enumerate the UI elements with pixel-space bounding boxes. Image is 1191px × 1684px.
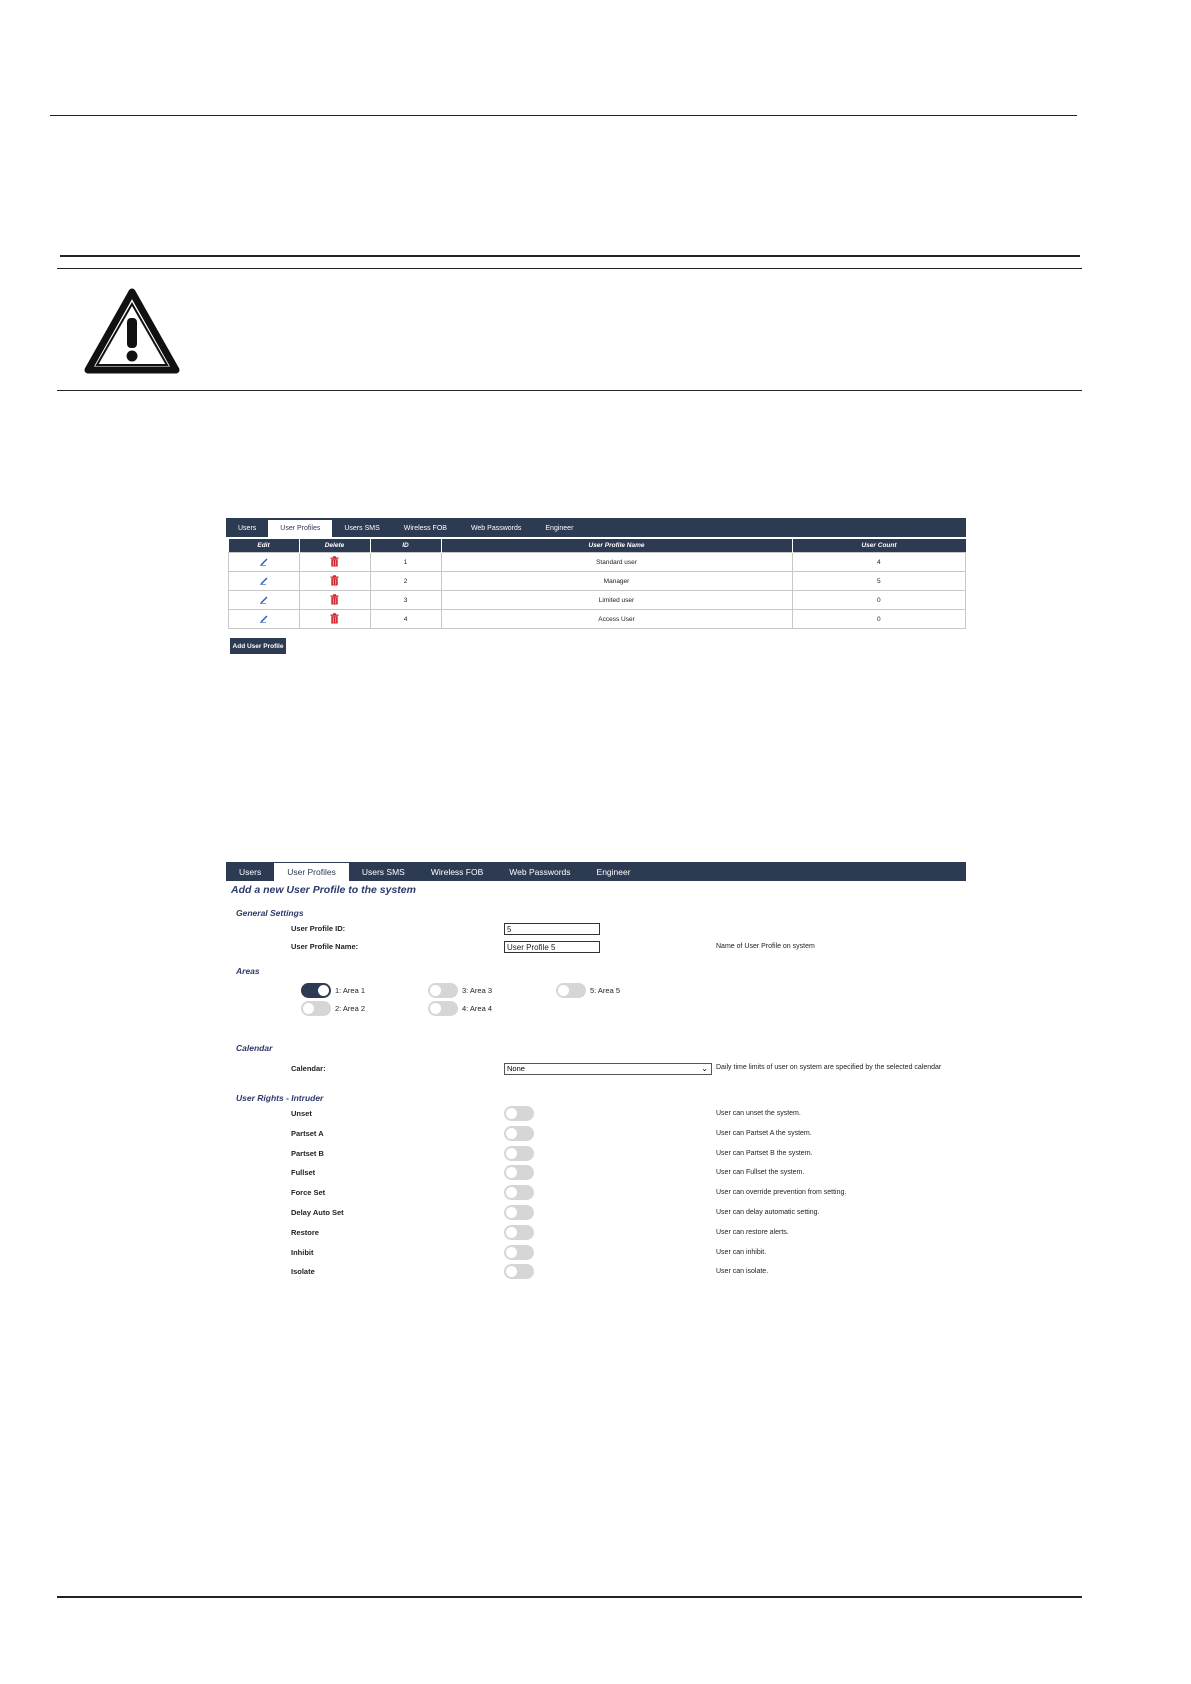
col-user-count: User Count [792, 539, 966, 553]
calendar-desc: Daily time limits of user on system are specified by the selected calendar [716, 1064, 942, 1071]
tab-users-sms[interactable]: Users SMS [344, 525, 380, 532]
profile-id-label: User Profile ID: [291, 924, 346, 933]
edit-cell [229, 553, 300, 572]
right-toggle[interactable] [504, 1106, 534, 1121]
right-label: Isolate [291, 1267, 315, 1276]
right-desc: User can delay automatic setting. [716, 1209, 820, 1216]
add-profile-tab-bar [226, 862, 966, 881]
right-label: Force Set [291, 1188, 326, 1197]
tab-engineer[interactable]: Engineer [545, 525, 574, 532]
general-settings-heading: General Settings [236, 908, 304, 918]
pencil-icon[interactable] [259, 613, 269, 623]
table-row [229, 610, 966, 629]
tab-users[interactable]: Users [238, 525, 257, 532]
calendar-heading: Calendar [236, 1043, 273, 1053]
right-label: Fullset [291, 1168, 316, 1177]
name-cell: Limited user [441, 591, 792, 610]
profile-id-input[interactable]: 5 [504, 923, 600, 935]
count-cell: 0 [792, 610, 966, 629]
trash-icon[interactable] [330, 613, 339, 624]
count-cell: 4 [792, 553, 966, 572]
calendar-label: Calendar: [291, 1064, 326, 1073]
chevron-down-icon: ⌄ [701, 1064, 708, 1073]
delete-cell [299, 610, 370, 629]
delete-cell [299, 572, 370, 591]
right-desc: User can Partset A the system. [716, 1130, 812, 1137]
id-cell: 3 [370, 591, 441, 610]
tab-users-sms[interactable]: Users SMS [361, 867, 405, 877]
col-edit: Edit [229, 539, 300, 553]
area-toggle-label: 2: Area 2 [335, 1004, 366, 1013]
user-rights-heading: User Rights - Intruder [236, 1093, 324, 1103]
tab-wireless-fob[interactable]: Wireless FOB [430, 867, 484, 877]
id-cell: 2 [370, 572, 441, 591]
profile-name-input[interactable]: User Profile 5 [504, 941, 600, 953]
area-toggle[interactable] [428, 1001, 458, 1016]
tab-user-profiles[interactable]: User Profiles [268, 520, 332, 537]
profiles-tab-bar [226, 518, 966, 537]
table-row [229, 591, 966, 610]
user-profiles-table [228, 539, 966, 629]
right-toggle[interactable] [504, 1185, 534, 1200]
right-desc: User can Fullset the system. [716, 1169, 805, 1176]
pencil-icon[interactable] [259, 556, 269, 566]
right-label: Delay Auto Set [291, 1208, 344, 1217]
trash-icon[interactable] [330, 575, 339, 586]
right-label: Unset [291, 1109, 312, 1118]
right-desc: User can restore alerts. [716, 1229, 789, 1236]
right-toggle[interactable] [504, 1225, 534, 1240]
right-toggle[interactable] [504, 1205, 534, 1220]
edit-cell [229, 572, 300, 591]
col-profile-name: User Profile Name [441, 539, 792, 553]
right-desc: User can inhibit. [716, 1249, 767, 1256]
tab-wireless-fob[interactable]: Wireless FOB [403, 525, 447, 532]
right-toggle[interactable] [504, 1126, 534, 1141]
id-cell: 1 [370, 553, 441, 572]
calendar-select[interactable] [504, 1063, 712, 1075]
trash-icon[interactable] [330, 556, 339, 567]
profile-name-desc: Name of User Profile on system [716, 943, 815, 950]
warning-bottom-rule [57, 390, 1082, 391]
tab-web-passwords[interactable]: Web Passwords [509, 867, 571, 877]
area-toggle-label: 5: Area 5 [590, 986, 621, 995]
form-title: Add a new User Profile to the system [231, 884, 416, 896]
profile-name-label: User Profile Name: [291, 942, 359, 951]
right-toggle[interactable] [504, 1245, 534, 1260]
area-toggle[interactable] [556, 983, 586, 998]
warning-top-rule [57, 268, 1082, 269]
footer-rule [57, 1596, 1082, 1598]
trash-icon[interactable] [330, 594, 339, 605]
area-toggle-label: 1: Area 1 [335, 986, 366, 995]
warning-icon [84, 288, 180, 374]
edit-cell [229, 610, 300, 629]
id-cell: 4 [370, 610, 441, 629]
right-desc: User can unset the system. [716, 1110, 801, 1117]
right-label: Inhibit [291, 1248, 314, 1257]
col-id: ID [370, 539, 441, 553]
area-toggle[interactable] [301, 983, 331, 998]
name-cell: Standard user [441, 553, 792, 572]
tab-user-profiles[interactable]: User Profiles [274, 863, 349, 881]
table-header-row [229, 539, 966, 553]
right-desc: User can override prevention from setting. [716, 1189, 847, 1196]
count-cell: 0 [792, 591, 966, 610]
tab-users[interactable]: Users [239, 867, 262, 877]
count-cell: 5 [792, 572, 966, 591]
areas-heading: Areas [236, 966, 260, 976]
right-desc: User can isolate. [716, 1268, 769, 1275]
header-rule [50, 115, 1077, 116]
right-label: Partset A [291, 1129, 324, 1138]
table-row [229, 572, 966, 591]
right-toggle[interactable] [504, 1165, 534, 1180]
add-user-profile-button[interactable]: Add User Profile [230, 638, 286, 654]
calendar-select-value: None [507, 1064, 525, 1073]
delete-cell [299, 591, 370, 610]
table-row [229, 553, 966, 572]
area-toggle[interactable] [301, 1001, 331, 1016]
right-toggle[interactable] [504, 1264, 534, 1279]
tab-engineer[interactable]: Engineer [596, 867, 631, 877]
name-cell: Manager [441, 572, 792, 591]
edit-cell [229, 591, 300, 610]
right-toggle[interactable] [504, 1146, 534, 1161]
pencil-icon[interactable] [259, 575, 269, 585]
right-desc: User can Partset B the system. [716, 1150, 813, 1157]
section-rule [60, 255, 1080, 257]
area-toggle-label: 3: Area 3 [462, 986, 493, 995]
pencil-icon[interactable] [259, 594, 269, 604]
right-label: Restore [291, 1228, 319, 1237]
right-label: Partset B [291, 1149, 324, 1158]
area-toggle-label: 4: Area 4 [462, 1004, 493, 1013]
col-delete: Delete [299, 539, 370, 553]
area-toggle[interactable] [428, 983, 458, 998]
delete-cell [299, 553, 370, 572]
name-cell: Access User [441, 610, 792, 629]
tab-web-passwords[interactable]: Web Passwords [470, 525, 522, 532]
